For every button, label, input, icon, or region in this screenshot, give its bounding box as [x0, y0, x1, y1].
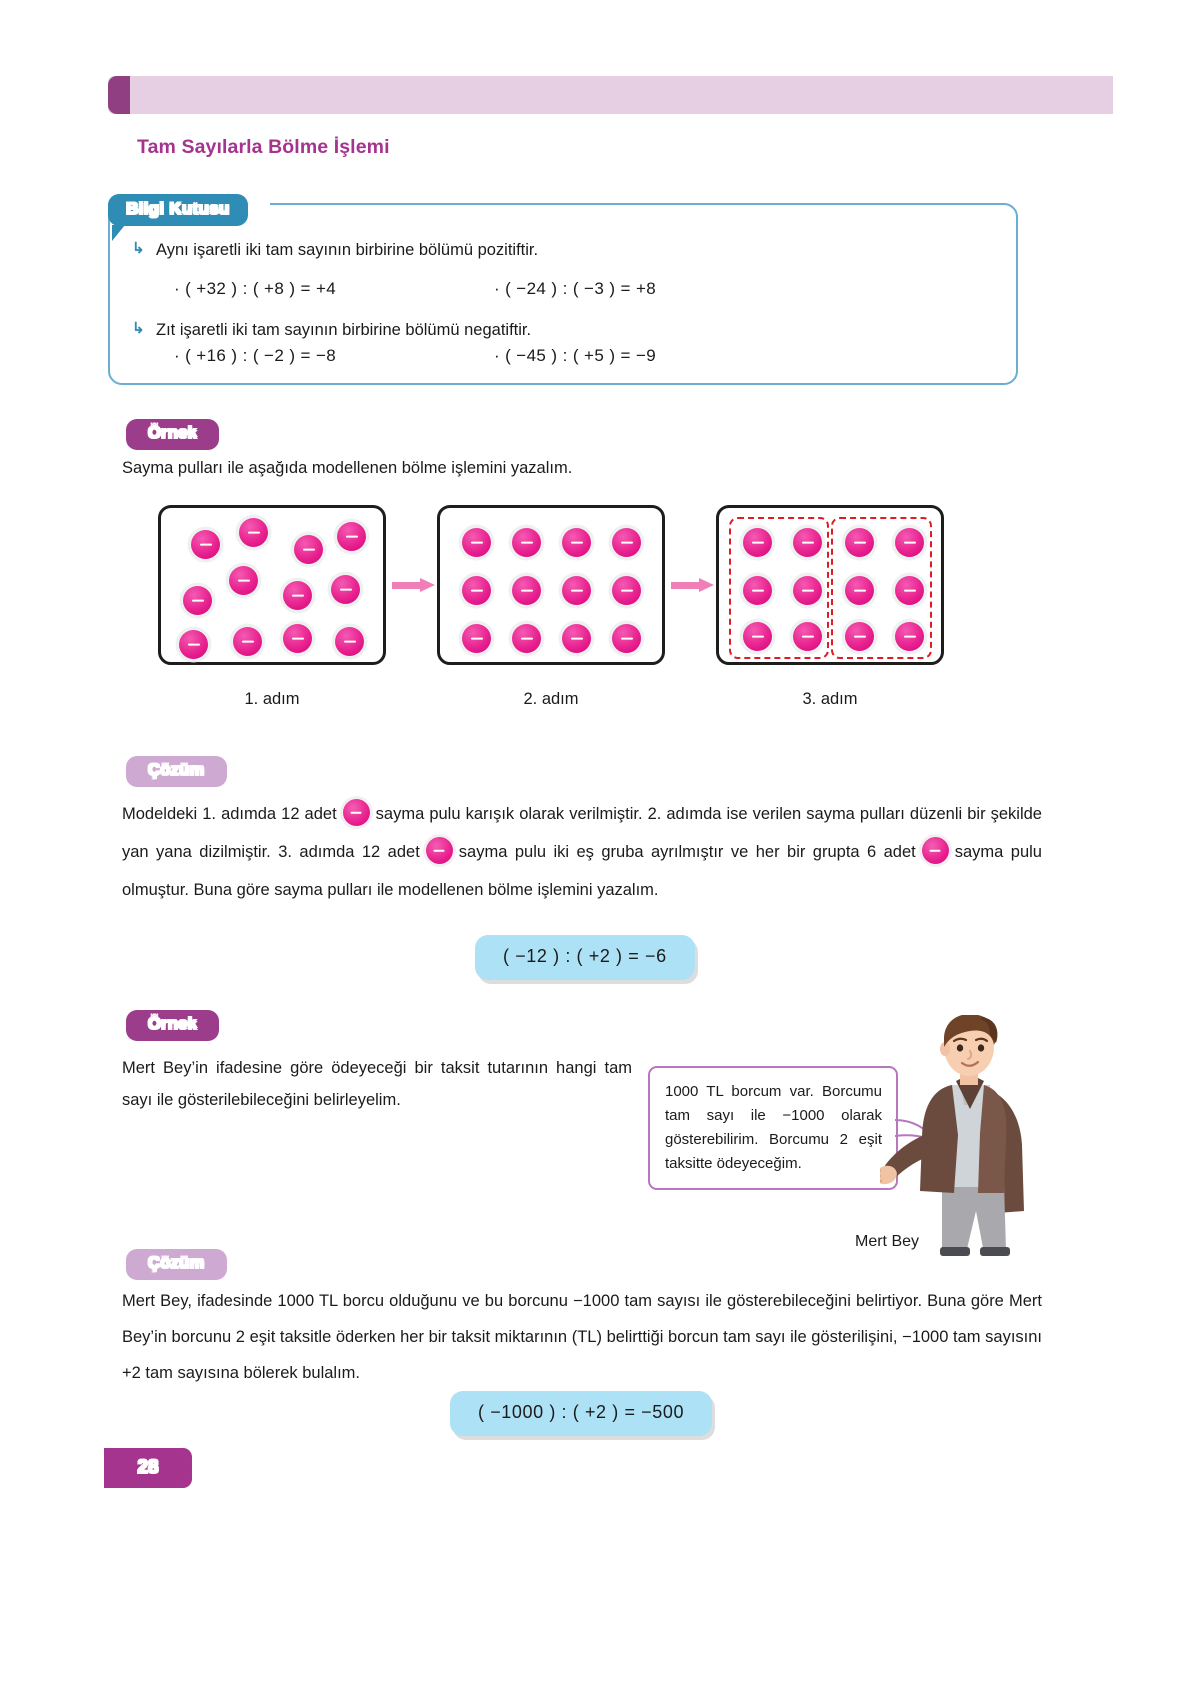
speech-bubble: 1000 TL borcum var. Borcumu tam sayı ile −1000 olarak gösterebilirim. Borcumu 2 eşit taksitte ödeyeceğim. [648, 1066, 898, 1190]
character-illustration-mert-bey [880, 1015, 1040, 1260]
minus-counter-icon [229, 566, 258, 595]
minus-counter-icon [562, 576, 591, 605]
example-1-solution-badge: Çözüm [126, 756, 227, 787]
minus-counter-icon [462, 624, 491, 653]
minus-counter-icon [612, 624, 641, 653]
example-2-badge: Örnek [126, 1010, 219, 1041]
step-arrow-icon [671, 578, 715, 592]
model-step-1-label: 1. adım [244, 690, 300, 708]
model-step-3-label: 3. adım [802, 690, 858, 708]
example-1-prompt: Sayma pulları ile aşağıda modellenen bölme işlemini yazalım. [122, 459, 573, 477]
info-box-badge: Bilgi Kutusu [108, 194, 248, 226]
minus-counter-icon [283, 624, 312, 653]
model-step-3-box [716, 505, 944, 665]
minus-counter-icon [793, 576, 822, 605]
minus-counter-icon [612, 576, 641, 605]
example-2-solution-badge: Çözüm [126, 1249, 227, 1280]
minus-counter-icon [793, 622, 822, 651]
step-arrow-icon [392, 578, 436, 592]
bullet-arrow-icon: ↳ [132, 240, 145, 257]
minus-counter-icon [922, 837, 949, 864]
minus-counter-icon [845, 528, 874, 557]
page-title: Tam Sayılarla Bölme İşlemi [137, 136, 390, 158]
solution-seg-1: Modeldeki 1. adımda 12 adet [122, 805, 337, 823]
minus-counter-icon [343, 799, 370, 826]
minus-counter-icon [512, 528, 541, 557]
solution-seg-2: sayma pulu karışık olarak verilmiştir. 2. adımda ise verilen sayma pulları düzenli bir şekilde yan yana dizilmiştir. 3. adımda 12 adet [122, 805, 1042, 861]
minus-counter-icon [426, 837, 453, 864]
info-rule-2-text: Zıt işaretli iki tam sayının birbirine bölümü negatiftir. [156, 321, 532, 339]
minus-counter-icon [845, 622, 874, 651]
solution-seg-3: sayma pulu iki eş gruba ayrılmıştır ve her bir grupta 6 adet [458, 843, 916, 861]
bullet-arrow-icon: ↳ [132, 320, 145, 337]
example-1-badge: Örnek [126, 419, 219, 450]
minus-counter-icon [283, 581, 312, 610]
minus-counter-icon [895, 528, 924, 557]
minus-counter-icon [462, 528, 491, 557]
example-2-result: ( −1000 ) : ( +2 ) = −500 [450, 1391, 712, 1436]
info-rule-1-text: Aynı işaretli iki tam sayının birbirine bölümü pozitiftir. [156, 241, 539, 259]
example-1-solution-text [122, 795, 1042, 909]
info-rule-1-example-2: · ( −24 ) : ( −3 ) = +8 [494, 279, 657, 298]
model-step-1-box [158, 505, 386, 665]
minus-counter-icon [562, 528, 591, 557]
minus-counter-icon [743, 622, 772, 651]
example-2-prompt: Mert Bey’in ifadesine göre ödeyeceği bir taksit tutarının hangi tam sayı ile gösterilebileceğini belirleyelim. [122, 1059, 632, 1109]
minus-counter-icon [233, 627, 262, 656]
model-step-2-box [437, 505, 665, 665]
minus-counter-icon [294, 535, 323, 564]
example-2-solution-text: Mert Bey, ifadesinde 1000 TL borcu olduğunu ve bu borcunu −1000 tam sayısı ile gösterebileceğini belirtiyor. Buna göre Mert Bey’in borcunu 2 eşit taksitle öderken her bir taksit miktarının (TL) belirttiği borcun tam sayı ile gösterilişini, −1000 tam sayısını +2 tam sayısına bölerek bulalım. [122, 1292, 1042, 1382]
minus-counter-icon [239, 518, 268, 547]
info-rule-2-example-2: · ( −45 ) : ( +5 ) = −9 [494, 346, 657, 365]
page-header-bar [108, 76, 1113, 114]
minus-counter-icon [612, 528, 641, 557]
minus-counter-icon [895, 622, 924, 651]
counter-model-diagram [0, 505, 1181, 670]
page-header-tab [108, 76, 130, 114]
solution-seg-4: sayma pulu olmuştur. Buna göre sayma pulları ile modellenen bölme işlemini yazalım. [122, 843, 1042, 899]
model-step-2-label: 2. adım [523, 690, 579, 708]
minus-counter-icon [183, 586, 212, 615]
minus-counter-icon [462, 576, 491, 605]
minus-counter-icon [743, 528, 772, 557]
minus-counter-icon [191, 530, 220, 559]
minus-counter-icon [512, 576, 541, 605]
info-rule-1-example-1: · ( +32 ) : ( +8 ) = +4 [174, 279, 337, 298]
minus-counter-icon [743, 576, 772, 605]
minus-counter-icon [179, 630, 208, 659]
minus-counter-icon [512, 624, 541, 653]
minus-counter-icon [845, 576, 874, 605]
info-rule-2-example-1: · ( +16 ) : ( −2 ) = −8 [174, 346, 337, 365]
minus-counter-icon [895, 576, 924, 605]
minus-counter-icon [562, 624, 591, 653]
character-name-label: Mert Bey [855, 1233, 920, 1250]
example-1-result: ( −12 ) : ( +2 ) = −6 [475, 935, 695, 980]
minus-counter-icon [337, 522, 366, 551]
page-number: 28 [104, 1448, 192, 1488]
info-badge-tail [112, 225, 125, 241]
minus-counter-icon [793, 528, 822, 557]
minus-counter-icon [331, 575, 360, 604]
minus-counter-icon [335, 627, 364, 656]
